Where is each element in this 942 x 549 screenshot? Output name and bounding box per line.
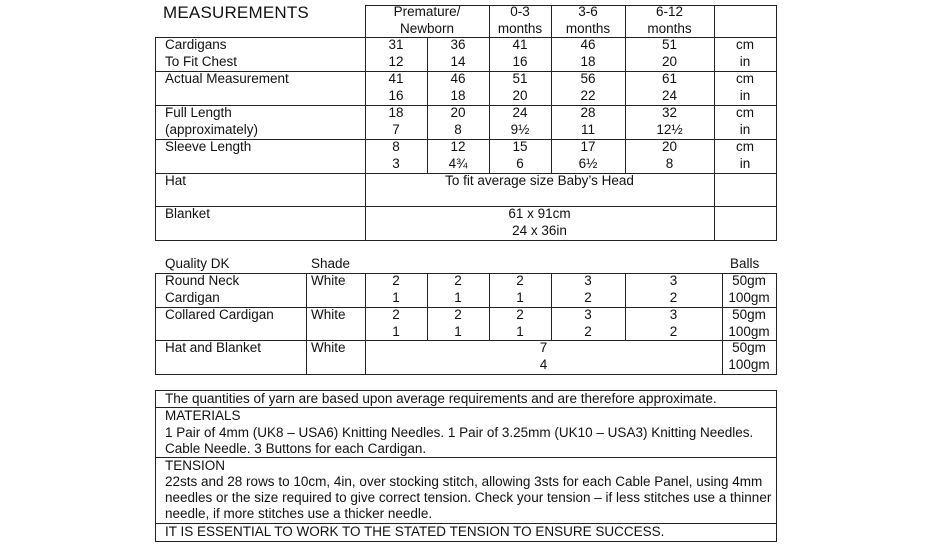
row-label: Collared Cardigan: [165, 307, 274, 322]
size-header: 6-12 months: [647, 4, 692, 36]
quantities-note: The quantities of yarn are based upon average requirements and are therefore approximate.: [165, 391, 717, 406]
materials-text: Cable Needle. 3 Buttons for each Cardigan.: [165, 441, 427, 456]
table-cell: 61 24: [661, 71, 678, 103]
tension-text: needles or the size required to give correct tension. Check your tension – if less stitches use a thinner: [165, 490, 772, 505]
table-cell: 15 6: [512, 139, 528, 171]
table-cell: 41 16: [512, 37, 528, 69]
table-cell: 12 4¾: [448, 139, 468, 171]
table-cell: 24 9½: [510, 105, 530, 137]
materials-heading: MATERIALS: [165, 408, 241, 423]
table-cell: 51 20: [661, 37, 678, 69]
table-cell: 2 1: [392, 307, 400, 339]
blanket-size: 61 x 91cm 24 x 36in: [508, 206, 571, 238]
materials-text: 1 Pair of 4mm (UK8 – USA6) Knitting Needles. 1 Pair of 3.25mm (UK10 – USA3) Knitting Needles.: [165, 425, 754, 440]
table-cell: 3 2: [584, 307, 592, 339]
size-header: 3-6 months: [565, 4, 611, 36]
table-cell: 8 3: [392, 139, 400, 171]
row-label: Full Length (approximately): [165, 105, 259, 137]
hat-fit-text: To fit average size Baby’s Head: [445, 173, 634, 188]
unit-cell: cm in: [736, 105, 754, 137]
tension-text: needle, if more stitches use a thicker needle.: [165, 506, 433, 521]
shade-label: Shade: [311, 256, 351, 271]
table-cell: 2 1: [516, 307, 524, 339]
table-cell: 46 18: [580, 37, 596, 69]
table-cell: 41 16: [388, 71, 404, 103]
table-cell: 2 1: [454, 273, 462, 305]
unit-cell: cm in: [736, 139, 754, 171]
rule: [155, 390, 156, 542]
table-cell: 17 6½: [578, 139, 598, 171]
table-cell: 2 1: [516, 273, 524, 305]
table-cell: 20 8: [661, 139, 678, 171]
table-cell: 36 14: [450, 37, 466, 69]
row-label: Cardigans To Fit Chest: [165, 37, 238, 69]
unit-cell: 50gm 100gm: [728, 340, 770, 372]
rule: [155, 240, 776, 241]
table-cell: 18 7: [388, 105, 404, 137]
table-cell: 3 2: [584, 273, 592, 305]
rule: [155, 374, 776, 375]
shade-value: White: [311, 307, 346, 322]
rule: [306, 273, 307, 375]
row-label: Round Neck Cardigan: [165, 273, 240, 305]
row-label: Actual Measurement: [165, 71, 289, 86]
table-cell: 32 12½: [656, 105, 683, 137]
rule: [776, 5, 777, 241]
rule: [155, 37, 156, 241]
balls-label: Balls: [730, 256, 760, 271]
rule: [155, 273, 156, 375]
row-label: Blanket: [165, 206, 211, 221]
table-cell: 28 11: [580, 105, 596, 137]
shade-value: White: [311, 273, 346, 288]
rule: [776, 390, 777, 542]
table-cell: 7 4: [539, 340, 548, 372]
table-cell: 2 1: [392, 273, 400, 305]
rule: [155, 541, 776, 542]
table-cell: 46 18: [450, 71, 466, 103]
rule: [776, 273, 777, 375]
quality-label: Quality DK: [165, 256, 230, 271]
table-cell: 51 20: [512, 71, 528, 103]
table-cell: 3 2: [669, 273, 678, 305]
page-title: MEASUREMENTS: [163, 3, 309, 22]
unit-cell: cm in: [736, 71, 754, 103]
size-header: Premature/ Newborn: [393, 4, 461, 36]
unit-cell: cm in: [736, 37, 754, 69]
essential-note: IT IS ESSENTIAL TO WORK TO THE STATED TENSION TO ENSURE SUCCESS.: [165, 524, 665, 539]
tension-text: 22sts and 28 rows to 10cm, 4in, over stocking stitch, allowing 3sts for each Cable Panel, using 4mm: [165, 474, 763, 489]
table-cell: 3 2: [669, 307, 678, 339]
table-cell: 31 12: [388, 37, 404, 69]
row-label: Hat: [165, 173, 187, 188]
table-cell: 20 8: [450, 105, 466, 137]
unit-cell: 50gm 100gm: [728, 307, 770, 339]
unit-cell: 50gm 100gm: [728, 273, 770, 305]
table-cell: 56 22: [580, 71, 596, 103]
row-label: Hat and Blanket: [165, 340, 262, 355]
row-label: Sleeve Length: [165, 139, 252, 154]
shade-value: White: [311, 340, 346, 355]
tension-heading: TENSION: [165, 458, 226, 473]
size-header: 0-3 months: [497, 4, 543, 36]
table-cell: 2 1: [454, 307, 462, 339]
